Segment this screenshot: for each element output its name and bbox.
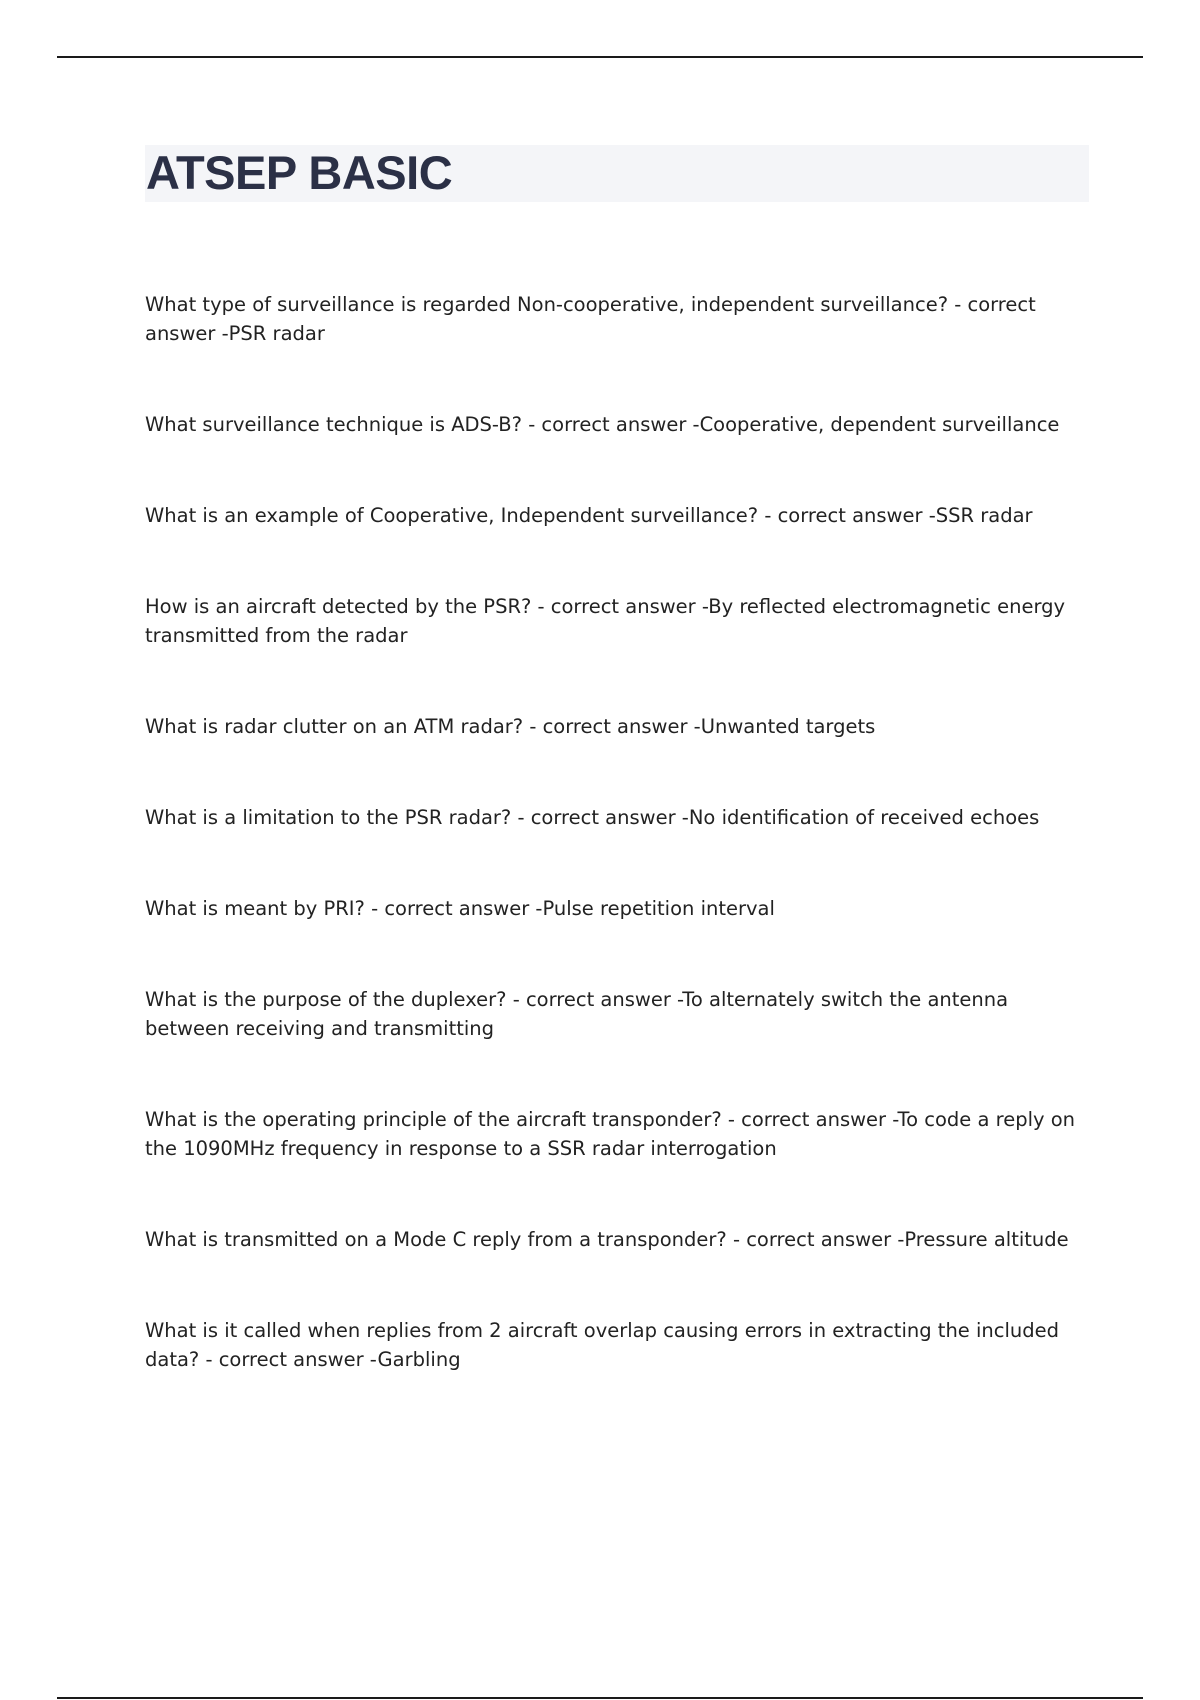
qa-item: What is radar clutter on an ATM radar? - correct answer -Unwanted targets (145, 715, 876, 738)
qa-item: What is meant by PRI? - correct answer -Pulse repetition interval (145, 897, 775, 920)
qa-item: What surveillance technique is ADS-B? - correct answer -Cooperative, dependent surveillance (145, 413, 1060, 436)
qa-item: What is the operating principle of the aircraft transponder? - correct answer -To code a reply on the 1090MHz frequency in response to a SSR radar interrogation (145, 1108, 1076, 1160)
top-rule (57, 56, 1143, 58)
qa-item: How is an aircraft detected by the PSR? - correct answer -By reflected electromagnetic energy transmitted from the radar (145, 595, 1066, 647)
qa-list (145, 290, 1090, 1374)
qa-item: What is a limitation to the PSR radar? - correct answer -No identification of received echoes (145, 806, 1040, 829)
qa-item: What is the purpose of the duplexer? - correct answer -To alternately switch the antenna between receiving and transmitting (145, 988, 1009, 1040)
page-title: ATSEP BASIC (146, 146, 453, 199)
qa-item: What is an example of Cooperative, Independent surveillance? - correct answer -SSR radar (145, 504, 1033, 527)
qa-item: What type of surveillance is regarded Non-cooperative, independent surveillance? - correct answer -PSR radar (145, 293, 1036, 345)
qa-item: What is it called when replies from 2 aircraft overlap causing errors in extracting the included data? - correct answer -Garbling (145, 1319, 1060, 1371)
bottom-rule (57, 1697, 1143, 1699)
qa-item: What is transmitted on a Mode C reply from a transponder? - correct answer -Pressure altitude (145, 1228, 1069, 1251)
